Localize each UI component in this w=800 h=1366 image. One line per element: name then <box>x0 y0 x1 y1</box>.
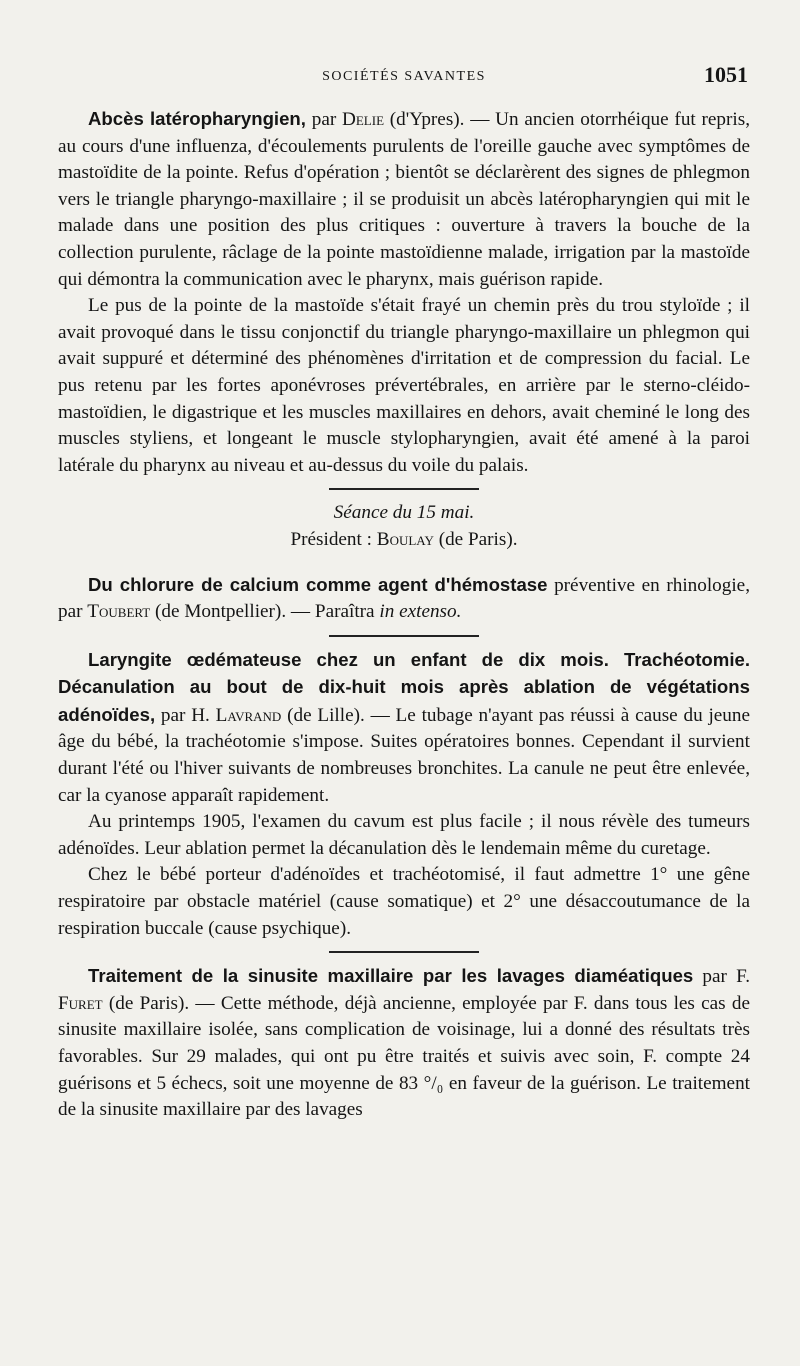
article-body: (de Paris). — Cette méthode, déjà ancienne, employée par F. dans tous les cas de sinusite maxillaire isolée, sans complication de voisinage, lui a donné des résultats très favorables. Sur 29 malades, qui ont pu être traités et suivis avec soin, F. compte 24 guérisons et 5 échecs, soit une moyenne de 83 °/₀ en faveur de la guérison. Le traitement de la sinusite maxillaire par des lavages <box>58 992 750 1121</box>
session-date: Séance du 15 mai. <box>333 502 475 524</box>
article-divider <box>329 635 479 637</box>
article-paragraph: Au printemps 1905, l'examen du cavum est plus facile ; il nous révèle des tumeurs adénoïdes. Leur ablation permet la décanulation dès le lendemain même du curetage. <box>58 811 750 859</box>
article-title: Traitement de la sinusite maxillaire par les lavages diaméatiques <box>88 965 694 987</box>
president-name: Boulay <box>376 528 434 550</box>
in-extenso: in extenso. <box>379 601 462 623</box>
article-divider <box>329 951 479 953</box>
article-title: Du chlorure de calcium comme agent d'hémostase <box>88 573 548 595</box>
running-title: SOCIÉTÉS SAVANTES <box>322 69 486 84</box>
article-body: (de Lille). — Le tubage n'ayant pas réussi à cause du jeune âge du bébé, la trachéotomie s'impose. Suites opératoires bonnes. Cependant il survient durant l'été ou l'hiver suivants de nombreuses bronchites. La canule ne peut être enlevée, car la cyanose apparaît rapidement. <box>58 704 750 806</box>
author-name: Toubert <box>87 601 151 623</box>
document-page <box>58 58 750 1124</box>
page-number: 1051 <box>704 62 748 87</box>
article-chlorure-calcium: Du chlorure de calcium comme agent d'hémostase préventive en rhinologie, par Toubert (de Montpellier). — Paraîtra in extenso. <box>58 573 750 623</box>
page-header <box>58 58 750 94</box>
session-president: Président : Boulay (de Paris). <box>290 528 518 550</box>
section-divider <box>329 488 479 490</box>
article-laryngite: Laryngite œdémateuse chez un enfant de dix mois. Trachéotomie. Décanulation au bout de dix-huit mois après ablation de végétations adénoïdes, par H. Lavrand (de Lille). — Le tubage n'ayant pas réussi à cause du jeune âge du bébé, la trachéotomie s'impose. Suites opératoires bonnes. Cependant il survient durant l'été ou l'hiver suivants de nombreuses bronchites. La canule ne peut être enlevée, car la cyanose apparaît rapidement. <box>58 648 750 806</box>
article-abces-lateropharyngien: Abcès latéropharyngien, par Delie (d'Ypres). — Un ancien otorrhéique fut repris, au cours d'une influenza, d'écoulements purulents de l'oreille gauche avec symptômes de mastoïdite de la pointe. Refus d'opération ; bientôt se déclarèrent des signes de phlegmon vers le triangle pharyngo-maxillaire ; il se produisit un abcès latéropharyngien qui mit le malade dans une position des plus critiques : ouverture à travers la bouche de la collection purulente, râclage de la pointe mastoïdienne malade, irrigation par la mastoïde qui démontra la communication avec le pharynx, mais guérison rapide. <box>58 108 750 290</box>
article-sinusite: Traitement de la sinusite maxillaire par les lavages diaméatiques par F. Furet (de Paris). — Cette méthode, déjà ancienne, employée par F. dans tous les cas de sinusite maxillaire isolée, sans complication de voisinage, lui a donné des résultats très favorables. Sur 29 malades, qui ont pu être traités et suivis avec soin, F. compte 24 guérisons et 5 échecs, soit une moyenne de 83 °/₀ en faveur de la guérison. Le traitement de la sinusite maxillaire par des lavages <box>58 965 751 1121</box>
author-name: Lavrand <box>215 704 282 726</box>
article-paragraph: Le pus de la pointe de la mastoïde s'était frayé un chemin près du trou styloïde ; il avait provoqué dans le tissu conjonctif du triangle pharyngo-maxillaire un phlegmon qui avait suppuré et déterminé des phénomènes d'irritation et de compression du facial. Le pus retenu par les fortes aponévroses prévertébrales, en arrière par le sterno-cléido-mastoïdien, le digastrique et les muscles maxillaires en dehors, avait cheminé le long des muscles styliens, et longeant le muscle stylopharyngien, avait été amené à la paroi latérale du pharynx au niveau et au-dessus du voile du palais. <box>58 295 750 476</box>
article-title: Abcès latéropharyngien, <box>88 108 306 129</box>
article-body: (d'Ypres). — Un ancien otorrhéique fut repris, au cours d'une influenza, d'écoulements purulents de l'oreille gauche avec symptômes de mastoïdite de la pointe. Refus d'opération ; bientôt se déclarèrent des signes de phlegmon vers le triangle pharyngo-maxillaire ; il se produisit un abcès latéropharyngien qui mit le malade dans une position des plus critiques : ouverture à travers la bouche de la collection purulente, râclage de la pointe mastoïdienne malade, irrigation par la mastoïde qui démontra la communication avec le pharynx, mais guérison rapide. <box>58 109 750 290</box>
article-title: Laryngite œdémateuse chez un enfant de dix mois. Trachéotomie. Décanulation au bout de dix-huit mois après ablation de végétations adénoïdes, <box>58 648 750 725</box>
author-name: Delie <box>342 109 385 130</box>
article-paragraph: Chez le bébé porteur d'adénoïdes et trachéotomisé, il faut admettre 1° une gêne respiratoire par obstacle matériel (cause somatique) et 2° une désaccoutumance de la respiration buccale (cause psychique). <box>58 864 750 939</box>
author-name: Furet <box>58 992 103 1014</box>
